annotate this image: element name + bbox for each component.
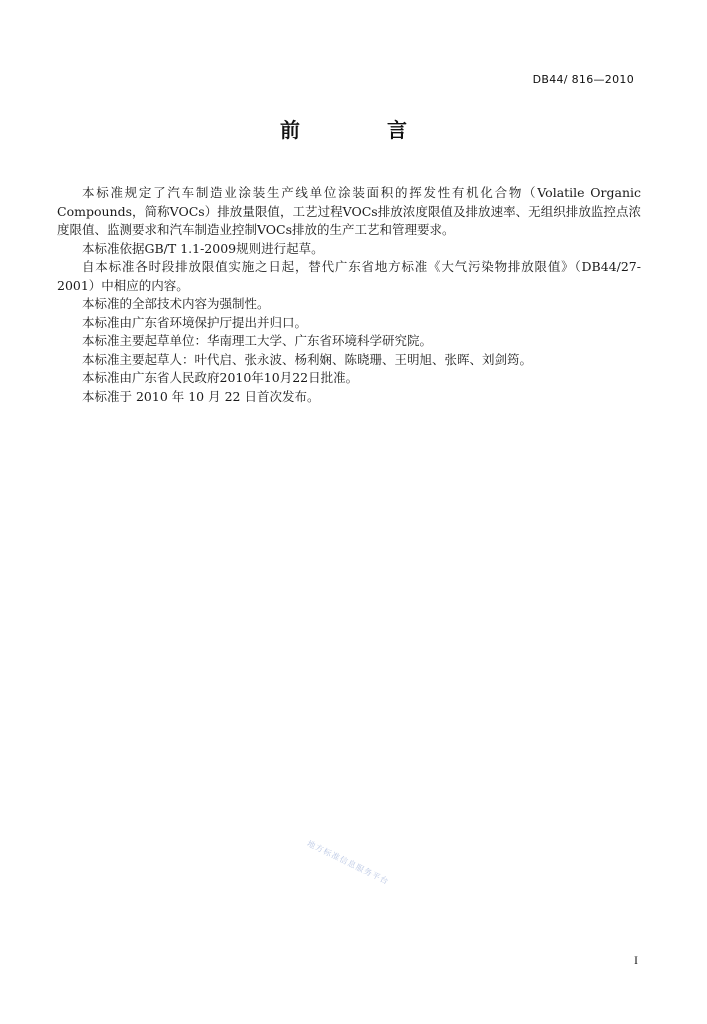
paragraph-release: 本标准于 2010 年 10 月 22 日首次发布。	[82, 388, 320, 404]
paragraph-replacement: 自本标准各时段排放限值实施之日起，替代广东省地方标准《大气污染物排放限值》（DB44/27-2001）中相应的内容。	[57, 259, 641, 293]
standard-number: DB44/ 816—2010	[532, 73, 634, 86]
page-number: I	[634, 953, 638, 967]
page-title: 前 言	[280, 118, 447, 142]
paragraph-drafting-units: 本标准主要起草单位：华南理工大学、广东省环境科学研究院。	[82, 333, 433, 348]
paragraph-mandatory: 本标准的全部技术内容为强制性。	[82, 296, 270, 311]
paragraph-drafting-rules: 本标准依据GB/T 1.1-2009规则进行起草。	[82, 240, 324, 256]
paragraph-scope: 本标准规定了汽车制造业涂装生产线单位涂装面积的挥发性有机化合物（Volatile Organic Compounds，简称VOCs）排放量限值，工艺过程VOCs排放浓度限值及排放速率、无组织排放监控点浓度限值、监测要求和汽车制造业控制VOCs排放的生产工艺和管理要求。	[57, 185, 641, 237]
watermark: 地方标准信息服务平台	[305, 838, 391, 887]
foreword-body	[57, 184, 641, 406]
paragraph-drafters: 本标准主要起草人：叶代启、张永波、杨利娴、陈晓珊、王明旭、张晖、刘剑筠。	[82, 351, 533, 367]
paragraph-approval: 本标准由广东省人民政府2010年10月22日批准。	[82, 370, 359, 385]
paragraph-proposer: 本标准由广东省环境保护厅提出并归口。	[82, 314, 308, 330]
